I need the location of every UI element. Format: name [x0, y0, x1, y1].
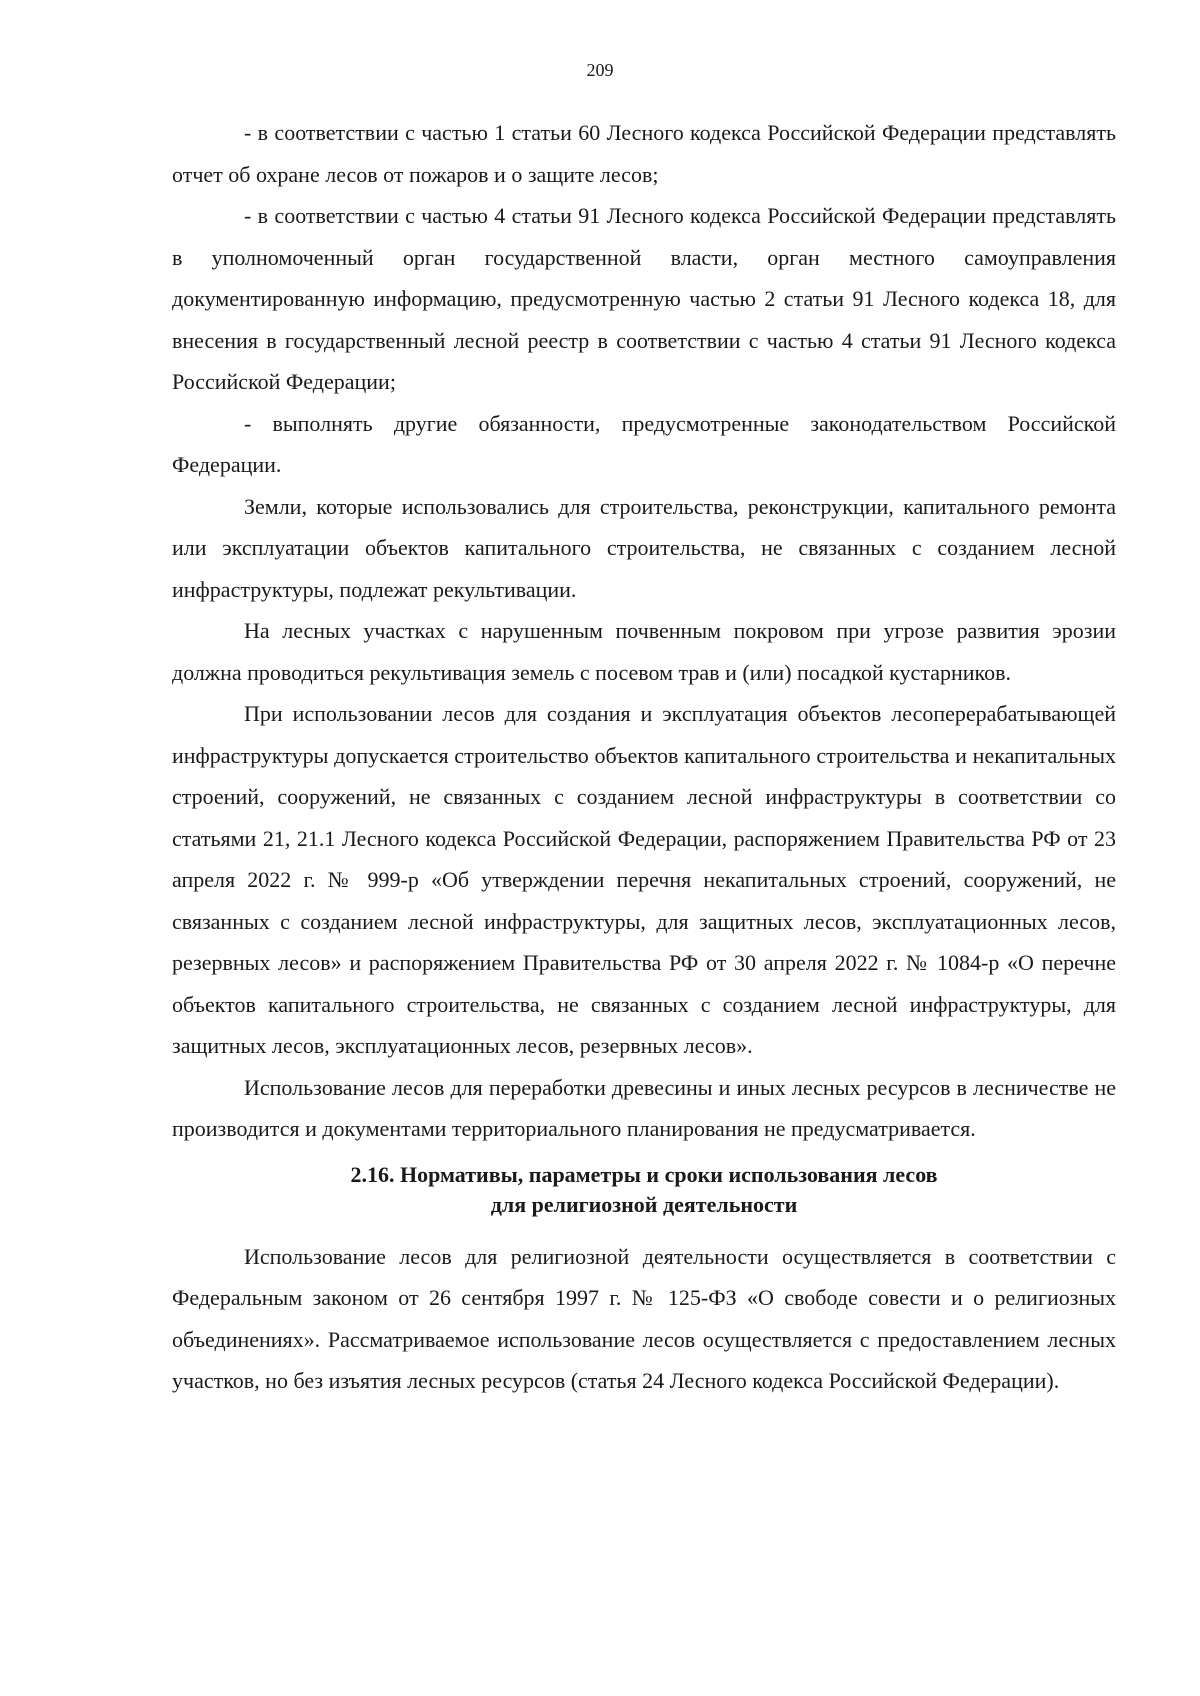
paragraph-land-recultivation: Земли, которые использовались для строительства, реконструкции, капитального ремонта или эксплуатации объектов капитального строительства, не связанных с созданием лесной инфраструктуры, подлежат рекультивации.: [172, 493, 1116, 602]
section-heading-line-2: для религиозной деятельности: [490, 1191, 798, 1217]
paragraph-duty-forest-registry: - в соответствии с частью 4 статьи 91 Лесного кодекса Российской Федерации представлять в уполномоченный орган государственной власти, орган местного самоуправления документированную информацию, предусмотренную частью 2 статьи 91 Лесного кодекса 18, для внесения в государственный лесной реестр в соответствии с частью 4 статьи 91 Лесного кодекса Российской Федерации;: [172, 203, 1116, 394]
section-heading-line-1: 2.16. Нормативы, параметры и сроки использования лесов: [350, 1161, 938, 1187]
page-number: 209: [586, 60, 614, 80]
document-body: [172, 112, 1116, 1402]
paragraph-processing-infrastructure: При использовании лесов для создания и эксплуатация объектов лесоперерабатывающей инфраструктуры допускается строительство объектов капитального строительства и некапитальных строений, сооружений, не связанных с созданием лесной инфраструктуры в соответствии со статьями 21, 21.1 Лесного кодекса Российской Федерации, распоряжением Правительства РФ от 23 апреля 2022 г. № 999-р «Об утверждении перечня некапитальных строений, сооружений, не связанных с созданием лесной инфраструктуры, для защитных лесов, эксплуатационных лесов, резервных лесов» и распоряжением Правительства РФ от 30 апреля 2022 г. № 1084-р «О перечне объектов капитального строительства, не связанных с созданием лесной инфраструктуры, для защитных лесов, эксплуатационных лесов, резервных лесов».: [172, 701, 1116, 1058]
paragraph-duty-other: - выполнять другие обязанности, предусмотренные законодательством Российской Федерации.: [172, 410, 1116, 477]
paragraph-wood-processing: Использование лесов для переработки древесины и иных лесных ресурсов в лесничестве не производится и документами территориального планирования не предусматривается.: [172, 1074, 1116, 1141]
paragraph-erosion-recultivation: На лесных участках с нарушенным почвенным покровом при угрозе развития эрозии должна проводиться рекультивация земель с посевом трав и (или) посадкой кустарников.: [172, 618, 1116, 685]
paragraph-duty-report: - в соответствии с частью 1 статьи 60 Лесного кодекса Российской Федерации представлять отчет об охране лесов от пожаров и о защите лесов;: [172, 120, 1116, 187]
paragraph-religious-use: Использование лесов для религиозной деятельности осуществляется в соответствии с Федеральным законом от 26 сентября 1997 г. № 125-ФЗ «О свободе совести и о религиозных объединениях». Рассматриваемое использование лесов осуществляется с предоставлением лесных участков, но без изъятия лесных ресурсов (статья 24 Лесного кодекса Российской Федерации).: [172, 1243, 1116, 1393]
section-heading: [172, 1160, 1116, 1220]
